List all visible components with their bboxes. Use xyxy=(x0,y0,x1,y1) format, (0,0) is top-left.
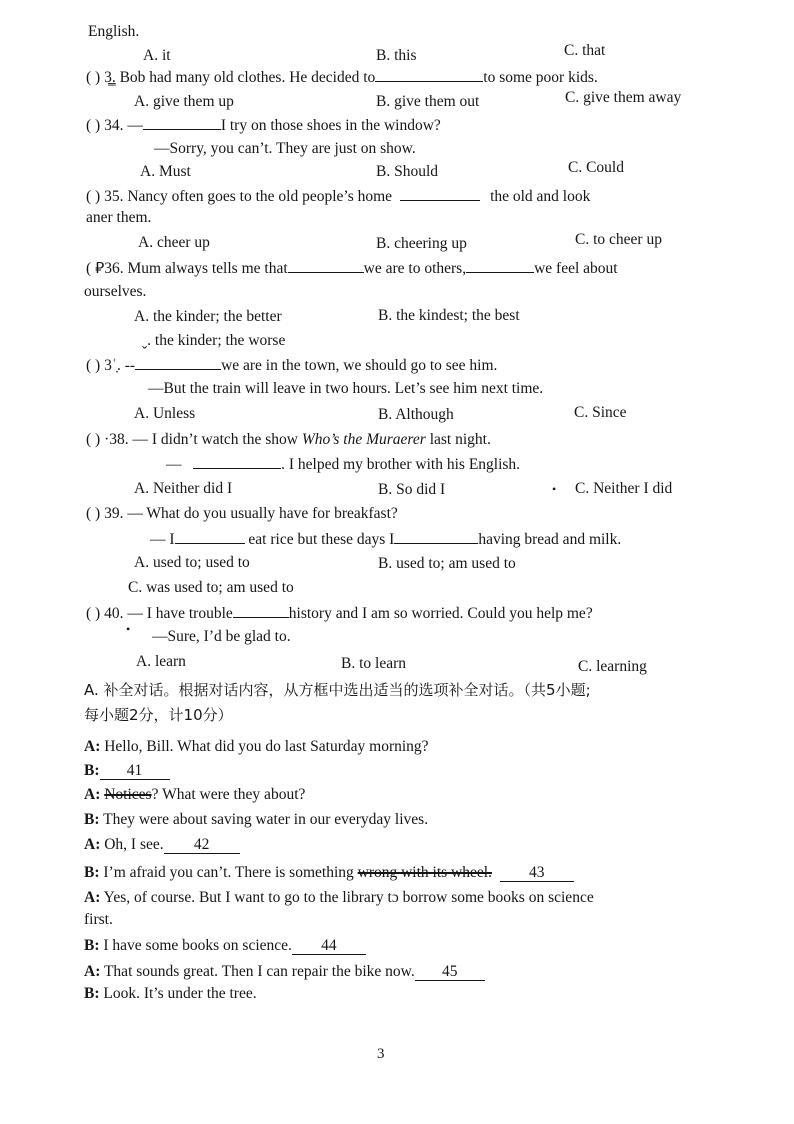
question-39: ( ) 39. — What do you usually have for breakfast? xyxy=(86,505,398,522)
question-text: we are in the town, we should go to see him. xyxy=(221,357,498,374)
question-text: to some poor kids. xyxy=(483,69,598,86)
struck-text: Notices xyxy=(104,786,152,803)
speaker-label: A: xyxy=(84,836,101,853)
option-c: C. Since xyxy=(574,404,627,421)
question-text: ( ) 35. Nancy often goes to the old people’s home xyxy=(86,188,393,205)
answer-blank[interactable] xyxy=(466,258,534,273)
speaker-label: A: xyxy=(84,963,101,980)
stray-mark: • xyxy=(126,622,131,636)
page-number: 3 xyxy=(377,1046,385,1062)
question-37 xyxy=(86,355,497,376)
question-text: ( ⃊36. Mum always tells me that xyxy=(86,260,288,277)
question-text: ( ) ·38. — I didn’t watch the show xyxy=(86,431,298,448)
reply-text xyxy=(150,529,621,550)
dialogue-text: ? What were they about? xyxy=(151,786,306,803)
section-instruction: A. 补全对话。根据对话内容，从方框中选出适当的选项补全对话。（共5小题; xyxy=(84,681,591,699)
reply-start: — I xyxy=(150,531,175,548)
question-36 xyxy=(86,258,618,279)
option-b: B. used to; am used to xyxy=(378,555,516,572)
answer-blank[interactable]: 43 xyxy=(500,865,574,882)
dash: — xyxy=(166,456,182,473)
struck-text: wrong with its wheel. xyxy=(357,864,492,881)
option-c: C. learning xyxy=(578,658,647,675)
option-b: B. Should xyxy=(376,163,439,180)
stray-mark: • xyxy=(552,482,557,496)
question-text-continued: ourselves. xyxy=(84,283,147,300)
speaker-label: B: xyxy=(84,762,100,779)
question-40 xyxy=(86,603,593,624)
question-text: the old and look xyxy=(490,188,591,205)
answer-blank[interactable] xyxy=(135,355,221,370)
question-text: last night. xyxy=(429,431,491,448)
dialogue-line xyxy=(84,835,240,855)
option-c: C. Neither I did xyxy=(575,480,673,497)
option-b: B. to learn xyxy=(341,655,406,672)
option-b: B. So did I xyxy=(378,481,446,498)
option-c: C. that xyxy=(564,42,606,59)
question-text: history and I am so worried. Could you help me? xyxy=(288,605,593,622)
dialogue-text: I have some books on science. xyxy=(103,937,292,954)
option-b: B. give them out xyxy=(376,93,480,110)
dialogue-text: Look. It’s under the tree. xyxy=(103,985,257,1002)
dialogue-line xyxy=(84,737,429,757)
dialogue-line xyxy=(84,785,305,805)
answer-blank[interactable] xyxy=(400,186,480,201)
question-33 xyxy=(86,67,598,88)
answer-blank[interactable] xyxy=(375,67,483,82)
question-34 xyxy=(86,115,441,136)
reply-text: —Sorry, you can’t. They are just on show. xyxy=(154,140,416,157)
speaker-label: B: xyxy=(84,864,100,881)
option-b: B. the kindest; the best xyxy=(378,307,520,324)
question-38 xyxy=(86,430,491,450)
answer-blank[interactable] xyxy=(233,603,289,618)
dialogue-line xyxy=(84,962,485,982)
speaker-label: A: xyxy=(84,786,101,803)
question-text-continued: aner them. xyxy=(86,209,152,226)
option-a: A. give them up xyxy=(134,93,234,110)
answer-blank[interactable] xyxy=(394,529,478,544)
dialogue-line xyxy=(84,863,574,883)
answer-blank[interactable] xyxy=(175,529,245,544)
answer-blank[interactable] xyxy=(143,115,221,130)
option-a: A. Must xyxy=(140,163,191,180)
reply-end: having bread and milk. xyxy=(478,531,622,548)
dialogue-line xyxy=(84,888,594,908)
dialogue-text: That sounds great. Then I can repair the bike now. xyxy=(103,963,415,980)
option-b: B. cheering up xyxy=(376,235,467,252)
question-text: ( ) 3̳. Bob had many old clothes. He decided to xyxy=(86,69,376,86)
speaker-label: B: xyxy=(84,811,100,828)
reply-text: —But the train will leave in two hours. Let’s see him next time. xyxy=(148,380,544,397)
question-35 xyxy=(86,186,590,207)
dialogue-line xyxy=(84,936,366,956)
answer-blank[interactable]: 45 xyxy=(415,964,485,981)
question-text: we are to others, xyxy=(363,260,467,277)
speaker-label: B: xyxy=(84,937,100,954)
dialogue-line xyxy=(84,810,428,830)
answer-blank[interactable]: 41 xyxy=(100,763,170,780)
reply-text-tail: . I helped my brother with his English. xyxy=(281,456,521,473)
option-c: C. to cheer up xyxy=(575,231,662,248)
question-text: ( ) 3ʿ̣. -- xyxy=(86,357,136,374)
question-text: ( ) 40. — I have trouble xyxy=(86,605,233,622)
section-instruction-continued: 每小题2分，计10分） xyxy=(84,706,233,724)
option-a: A. Neither did I xyxy=(134,480,233,497)
question-text: I try on those shoes in the window? xyxy=(220,117,441,134)
dialogue-line xyxy=(84,761,170,781)
reply-text: —Sure, I’d be glad to. xyxy=(152,628,291,645)
option-a: A. learn xyxy=(136,653,186,670)
option-c: ˬ. the kinder; the worse xyxy=(142,332,286,349)
dialogue-text: Hello, Bill. What did you do last Saturday morning? xyxy=(104,738,429,755)
continuation-text: English. xyxy=(88,23,140,40)
dialogue-text: Oh, I see. xyxy=(104,836,164,853)
reply-text xyxy=(166,454,520,475)
reply-middle: eat rice but these days I xyxy=(248,531,395,548)
option-a: A. Unless xyxy=(134,405,196,422)
answer-blank[interactable]: 42 xyxy=(164,837,240,854)
option-a: A. it xyxy=(143,47,171,64)
option-a: A. cheer up xyxy=(138,234,210,251)
answer-blank[interactable] xyxy=(193,454,281,469)
dialogue-line-continued: first. xyxy=(84,911,113,928)
question-text: we feel about xyxy=(534,260,618,277)
speaker-label: A: xyxy=(84,738,101,755)
answer-blank[interactable] xyxy=(288,258,364,273)
speaker-label: A: xyxy=(84,889,101,906)
show-title: Who’s the Muraerer xyxy=(301,431,426,448)
option-a: A. used to; used to xyxy=(134,554,250,571)
speaker-label: B: xyxy=(84,985,100,1002)
dialogue-text: Yes, of course. But I want to go to the library tɔ borrow some books on science xyxy=(103,889,594,906)
option-c: C. give them away xyxy=(565,89,682,106)
option-c: C. Could xyxy=(568,159,624,176)
dialogue-text: I’m afraid you can’t. There is something xyxy=(103,864,354,881)
option-b: B. Although xyxy=(378,406,454,423)
dialogue-line xyxy=(84,984,257,1004)
answer-blank[interactable]: 44 xyxy=(292,938,366,955)
question-text: ( ) 34. — xyxy=(86,117,143,134)
option-c: C. was used to; am used to xyxy=(128,579,294,596)
option-b: B. this xyxy=(376,47,417,64)
option-a: A. the kinder; the better xyxy=(134,308,282,325)
dialogue-text: They were about saving water in our everyday lives. xyxy=(103,811,429,828)
